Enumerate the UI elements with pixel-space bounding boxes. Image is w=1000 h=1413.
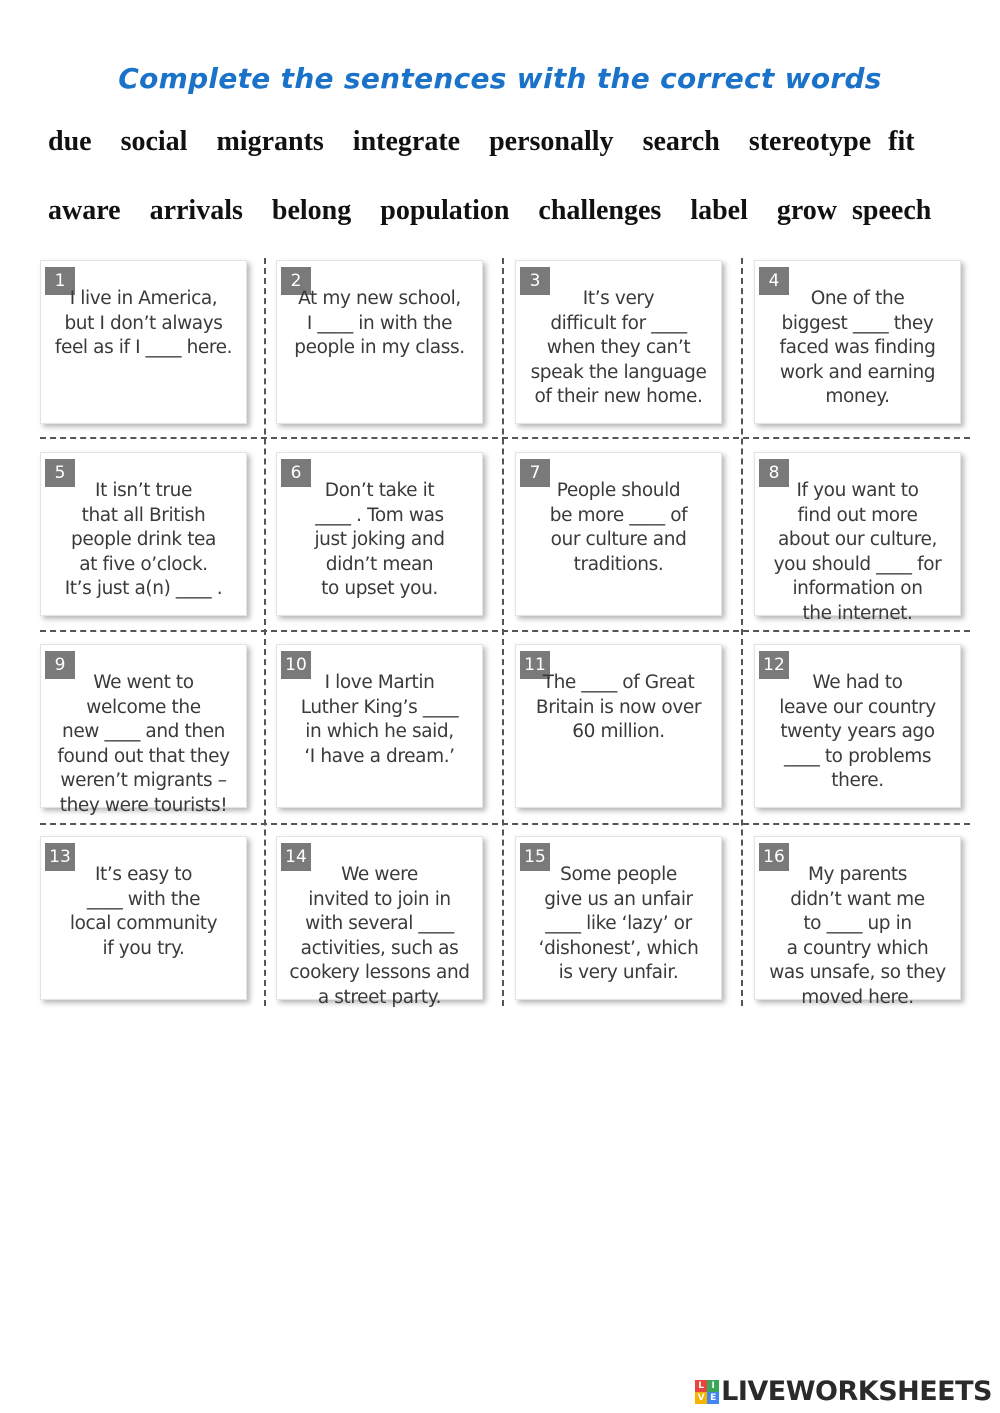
sentence-card: [515, 260, 722, 424]
card-sentence: Some people give us an unfair ____ like ‘lazy’ or ‘dishonest’, which is very unfair.: [538, 864, 699, 983]
word-bank-item: migrants: [216, 126, 324, 157]
card-number-badge: 6: [281, 459, 311, 487]
card-sentence: People should be more ____ of our culture and traditions.: [549, 480, 688, 575]
logo-mark-tile: E: [707, 1392, 719, 1404]
card-sentence: It’s very difficult for ____ when they can’t speak the language of their new home.: [530, 288, 707, 407]
card-number-badge: 4: [759, 267, 789, 295]
logo-mark-tile: L: [695, 1380, 707, 1392]
card-number-badge: 1: [45, 267, 75, 295]
card-number-badge: 10: [281, 651, 311, 679]
card-number-badge: 12: [759, 651, 789, 679]
word-bank-row-1: [48, 126, 968, 158]
sentence-card-grid: [40, 258, 970, 1006]
sentence-card: [515, 644, 722, 808]
card-number-badge: 8: [759, 459, 789, 487]
word-bank-item: personally: [489, 126, 614, 157]
word-bank-item: fit: [888, 126, 915, 157]
sentence-card: [515, 836, 722, 1000]
card-sentence: If you want to find out more about our culture, you should ____ for information on the internet.: [773, 480, 942, 624]
card-number-badge: 15: [520, 843, 550, 871]
word-bank-item: population: [380, 195, 510, 226]
card-sentence: Don’t take it ____ . Tom was just joking and didn’t mean to upset you.: [314, 480, 445, 599]
word-bank-item: label: [690, 195, 748, 226]
sentence-card: [40, 260, 247, 424]
card-number-badge: 7: [520, 459, 550, 487]
word-bank-item: belong: [271, 195, 352, 226]
sentence-card: [276, 260, 483, 424]
card-number-badge: 13: [45, 843, 75, 871]
word-bank-item: grow: [776, 195, 838, 226]
card-number-badge: 2: [281, 267, 311, 295]
sentence-card: [754, 836, 961, 1008]
liveworksheets-logo: [695, 1376, 992, 1407]
sentence-card: [276, 452, 483, 616]
logo-mark-tile: I: [707, 1380, 719, 1392]
word-bank-item: integrate: [352, 126, 461, 157]
word-bank-item: speech: [852, 195, 932, 226]
card-sentence: One of the biggest ____ they faced was finding work and earning money.: [779, 288, 936, 407]
word-bank-item: challenges: [538, 195, 662, 226]
card-number-badge: 9: [45, 651, 75, 679]
card-number-badge: 14: [281, 843, 311, 871]
card-sentence: I live in America, but I don’t always feel as if I ____ here.: [54, 288, 233, 358]
logo-mark-tile: V: [695, 1392, 707, 1404]
word-bank-item: due: [48, 126, 92, 157]
card-number-badge: 5: [45, 459, 75, 487]
sentence-card: [276, 836, 483, 1008]
logo-mark-icon: [695, 1380, 719, 1404]
word-bank-item: social: [120, 126, 188, 157]
card-sentence: It isn’t true that all British people drink tea at five o’clock. It’s just a(n) ____ .: [64, 480, 223, 599]
card-sentence: We were invited to join in with several ____ activities, such as cookery lessons and a street party.: [289, 864, 470, 1008]
word-bank-item: arrivals: [149, 195, 243, 226]
page-title: Complete the sentences with the correct words: [118, 62, 882, 95]
card-number-badge: 3: [520, 267, 550, 295]
card-sentence: We went to welcome the new ____ and then found out that they weren’t migrants – they were tourists!: [57, 672, 230, 816]
card-sentence: At my new school, I ____ in with the people in my class.: [294, 288, 465, 358]
card-sentence: The ____ of Great Britain is now over 60 million.: [535, 672, 702, 742]
sentence-card: [754, 260, 961, 424]
card-number-badge: 11: [520, 651, 550, 679]
card-sentence: I love Martin Luther King’s ____ in which he said, ‘I have a dream.’: [300, 672, 459, 767]
sentence-card: [40, 836, 247, 1000]
sentence-card: [515, 452, 722, 616]
word-bank-item: stereotype: [748, 126, 872, 157]
word-bank-row-2: [48, 195, 968, 227]
card-sentence: It’s easy to ____ with the local community if you try.: [69, 864, 218, 959]
card-sentence: My parents didn’t want me to ____ up in a country which was unsafe, so they moved here.: [769, 864, 946, 1008]
card-sentence: We had to leave our country twenty years ago ____ to problems there.: [779, 672, 936, 791]
logo-text: LIVEWORKSHEETS: [721, 1376, 992, 1407]
word-bank-item: search: [642, 126, 720, 157]
sentence-card: [40, 644, 247, 816]
sentence-card: [754, 452, 961, 624]
card-number-badge: 16: [759, 843, 789, 871]
sentence-card: [40, 452, 247, 616]
word-bank-item: aware: [48, 195, 121, 226]
sentence-card: [276, 644, 483, 808]
sentence-card: [754, 644, 961, 808]
